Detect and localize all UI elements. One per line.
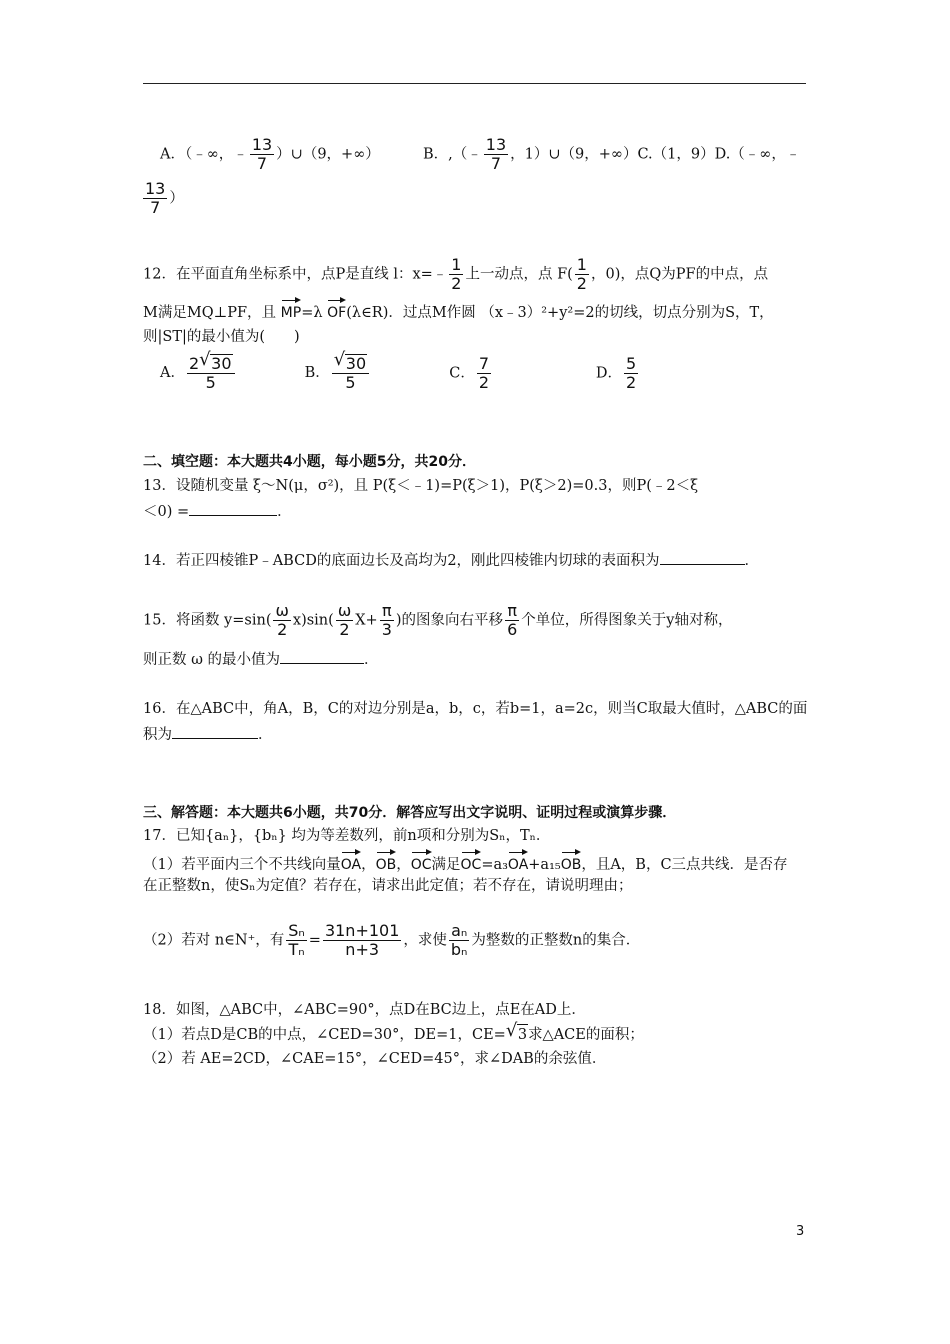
vector-oa: OA	[341, 850, 361, 875]
answer-blank	[280, 663, 364, 664]
vector-oc: OC	[461, 850, 482, 875]
q13-line-1: 13．设随机变量 ξ～N(μ，σ²)，且 P(ξ＜﹣1)=P(ξ＞1)，P(ξ＞2)=0.3，则P(﹣2＜ξ	[143, 478, 699, 494]
q17-line-2: （1）若平面内三个不共线向量OA，OB，OC满足OC=a₃OA+a₁₅OB，且A，B，C三点共线．是否存	[143, 850, 788, 875]
answer-blank	[172, 738, 258, 739]
q18-line-2: （1）若点D是CB的中点，∠CED=30°，DE=1，CE=√ 3求△ACE的面积；	[143, 1024, 644, 1045]
q12-line-3: 则|ST|的最小值为( )	[143, 329, 300, 345]
section-3-heading: 三、解答题：本大题共6小题，共70分．解答应写出文字说明、证明过程或演算步骤．	[143, 805, 677, 821]
q11-options-tail: $\frac{13}{7}$ ）	[145, 179, 184, 217]
q12-options	[160, 354, 640, 392]
q12-option-c: C． $\frac{7}{2}$	[449, 353, 490, 392]
q18-line-3: （2）若 AE=2CD，∠CAE=15°，∠CED=45°，求∠DAB的余弦值．	[143, 1051, 607, 1067]
fraction: $\frac{1}{2}$	[576, 255, 587, 293]
q13-line-2: ＜0) = ．	[143, 504, 292, 520]
q12-option-d: D． $\frac{5}{2}$	[595, 353, 637, 392]
q16-line-2: 积为 ．	[143, 727, 273, 743]
section-2-heading: 二、填空题：本大题共4小题，每小题5分，共20分．	[143, 454, 476, 470]
vector-ob: OB	[561, 850, 582, 875]
fraction: $\frac{13}{7}$	[145, 179, 166, 217]
q12-line-2: M满足MQ⊥PF，且 MP=λ OF(λ∈R)．过点M作圆 （x﹣3）²+y²=2的切线，切点分别为S，T，	[143, 298, 774, 323]
header-rule	[143, 83, 806, 84]
q12-line-1: 12．在平面直角坐标系中，点P是直线 l：x=﹣ $\frac{1}{2}$ 上一动点，点 F( $\frac{1}{2}$ ，0)，点Q为PF的中点，点	[143, 255, 769, 293]
vector-mp: MP	[281, 298, 302, 323]
answer-blank	[189, 515, 277, 516]
fraction: $\frac{13}{7}$	[485, 135, 507, 173]
vector-oa: OA	[508, 850, 528, 875]
q11-option-a-text-end: ）∪（9，+∞）	[276, 146, 380, 163]
q16-line-1: 16．在△ABC中，角A，B，C的对边分别是a，b，c，若b=1，a=2c，则当C取最大值时，△ABC的面	[143, 701, 808, 717]
q17-line-4: （2）若对 n∈N⁺，有 $\frac{\text{Sₙ}}{\text{Tₙ}}$ = $\frac{31n+101}{n+3}$ ，求使 $\frac{\text{aₙ}}{\text{bₙ}}$ 为整数的正整数n的集合．	[143, 921, 641, 959]
vector-ob: OB	[376, 850, 397, 875]
q14-line: 14．若正四棱锥P﹣ABCD的底面边长及高均为2，刚此四棱锥内切球的表面积为 ．	[143, 553, 760, 569]
q11-option-a-text: A．（﹣∞，﹣	[160, 146, 248, 163]
vector-oc: OC	[411, 850, 432, 875]
answer-blank	[660, 564, 745, 565]
q11-option-bcd-text: ，1）∪（9，+∞）C.（1，9）D.（﹣∞，﹣	[510, 146, 801, 163]
q15-line-2: 则正数 ω 的最小值为 ．	[143, 652, 379, 668]
q18-line-1: 18．如图，△ABC中，∠ABC=90°，点D在BC边上，点E在AD上．	[143, 1002, 586, 1018]
q12-option-a: A． $\frac{2√ 30}{5}$	[160, 354, 300, 392]
vector-of: OF	[327, 298, 346, 323]
q15-line-1: 15．将函数 y=sin( $\frac{\omega}{2}$ x)sin( $\frac{\omega}{2}$ X+ $\frac{\pi}{3}$ )的图象向右平移 $\frac{\pi}{6}$ 个单位，所得图象关于y轴对称，	[143, 601, 733, 639]
q12-option-b: B． √ $\frac{30}{5}$	[305, 354, 445, 392]
page-number: 3	[796, 1224, 805, 1239]
q11-options-line	[160, 136, 800, 173]
fraction: $\frac{1}{2}$	[451, 255, 462, 293]
q17-line-1: 17．已知{aₙ}，{bₙ} 均为等差数列，前n项和分别为Sₙ，Tₙ．	[143, 828, 551, 844]
q11-option-b-text: B．,（﹣	[423, 146, 482, 163]
fraction: $\frac{13}{7}$	[251, 135, 273, 173]
q17-line-3: 在正整数n，使Sₙ为定值？若存在，请求出此定值；若不存在，请说明理由；	[143, 878, 633, 894]
